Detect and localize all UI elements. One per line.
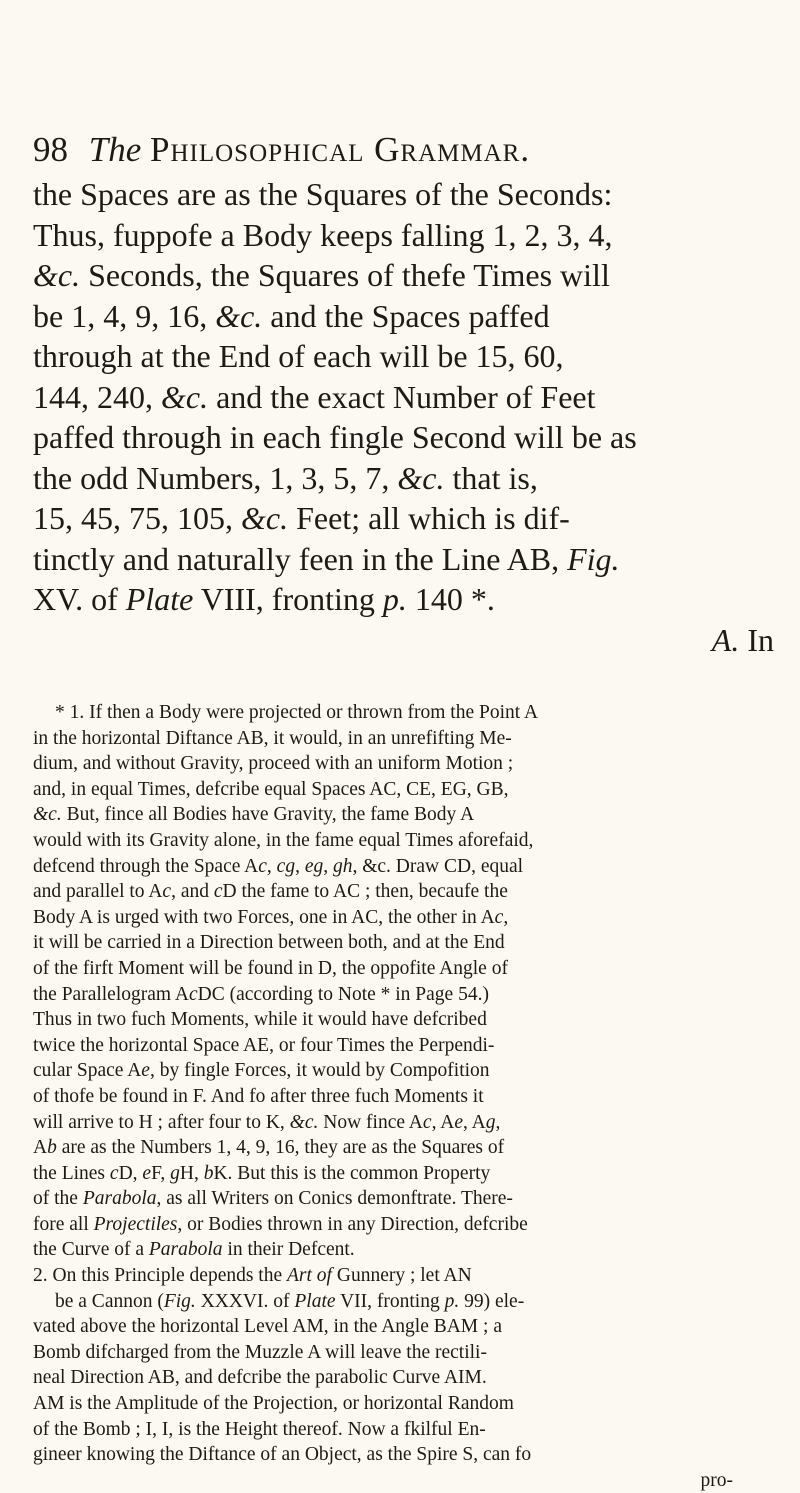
footnote-line-segment: would with its Gravity alone, in the fame equal Times aforefaid, (33, 829, 534, 851)
text-line-segment: 15, 45, 75, 105, (33, 500, 241, 536)
text-line (33, 336, 778, 377)
footnote-line-segment: 2. On this Principle depends the (33, 1265, 288, 1287)
footnote-line (33, 1135, 773, 1161)
footnote-line (33, 777, 773, 803)
footnotes (33, 700, 773, 1493)
footnote-line-segment: c (422, 1111, 432, 1133)
footnote-line (33, 1468, 773, 1493)
text-line-segment: the odd Numbers, 1, 3, 5, 7, (33, 459, 398, 496)
footnote-line-segment: cg (276, 855, 296, 877)
footnote-line (33, 751, 773, 777)
footnote-line-segment: of the Bomb ; I, I, is the Height thereof. Now a fkilful En- (33, 1418, 486, 1440)
header-title: Philosophical Grammar. (150, 130, 531, 169)
text-line-segment: be 1, 4, 9, 16, (33, 297, 216, 334)
footnote-line (33, 1161, 773, 1187)
footnote-line (33, 1237, 773, 1263)
text-line-segment: Feet; all which is dif- (288, 500, 570, 536)
footnote-line (33, 1212, 773, 1238)
text-line-segment: the Spaces are as the Squares of the Seconds: (33, 176, 613, 212)
footnote-line-segment: are as the Numbers 1, 4, 9, 16, they are as the Squares of (56, 1137, 505, 1159)
footnote-line-segment: , A (431, 1111, 455, 1133)
text-line-segment: 144, 240, (33, 378, 161, 415)
footnote-line-segment: pro- (700, 1469, 733, 1491)
footnote-line-segment: p. (444, 1290, 460, 1312)
text-line-segment: p. (382, 581, 407, 617)
text-line (33, 296, 778, 337)
footnote-line-segment: in their Defcent. (222, 1239, 355, 1261)
footnote-line-segment: eg (304, 855, 324, 877)
footnote-line (33, 1417, 773, 1443)
text-line (33, 417, 778, 458)
footnote-line (33, 828, 773, 854)
footnote-line-segment: VII, fronting (335, 1290, 445, 1312)
text-line-segment: &c. (241, 500, 289, 536)
footnote-line-segment: c (162, 881, 172, 903)
header-title-the: The (88, 130, 142, 169)
footnote-line-segment: Fig. (163, 1290, 196, 1312)
text-line-segment: 140 *. (406, 581, 495, 617)
footnote-line-segment: , by fingle Forces, it would by Compofition (149, 1060, 490, 1082)
footnote-line-segment: , &c. Draw CD, equal (352, 855, 524, 877)
footnote-line-segment: g (170, 1162, 180, 1184)
text-line (33, 255, 778, 296)
footnote-line (33, 1033, 773, 1059)
footnote-line (33, 956, 773, 982)
text-line (33, 539, 778, 580)
footnote-line-segment: be a Cannon ( (55, 1290, 164, 1312)
text-line-segment: Thus, fuppofe a Body keeps falling 1, 2, 3, 4, (33, 216, 613, 253)
text-line-segment: &c. (215, 297, 263, 334)
footnote-line-segment: will arrive to H ; after four to K, (33, 1111, 290, 1133)
text-line (33, 498, 778, 539)
text-line (33, 458, 778, 499)
footnote-line-segment: 99) ele- (459, 1290, 525, 1312)
footnote-line-segment: c (213, 881, 223, 903)
footnote-line-segment: and parallel to A (33, 881, 163, 903)
footnote-line (33, 1110, 773, 1136)
footnote-line-segment: c (258, 855, 267, 877)
footnote-line-segment: DC (according to Note * in Page 54.) (197, 983, 489, 1005)
text-line-segment: that is, (444, 459, 538, 496)
text-line-segment: XV. of (33, 581, 126, 617)
main-text (33, 174, 778, 660)
footnote-line-segment: gineer knowing the Diftance of an Object, as the Spire S, can fo (33, 1444, 532, 1466)
footnote-line-segment: in the horizontal Diftance AB, it would, in an unrefifting Me- (33, 727, 512, 749)
footnote-line-segment: neal Direction AB, and defcribe the parabolic Curve AIM. (33, 1367, 487, 1389)
footnote-line-segment: dium, and without Gravity, proceed with an uniform Motion ; (33, 753, 514, 775)
text-line-segment: In (739, 621, 774, 658)
footnote-line-segment: b (47, 1137, 57, 1159)
footnote-line (33, 1084, 773, 1110)
footnote-line-segment: of the firft Moment will be found in D, the oppofite Angle of (33, 957, 508, 979)
footnote-line-segment: of thofe be found in F. And fo after three fuch Moments it (33, 1085, 484, 1107)
footnote-line-segment: Thus in two fuch Moments, while it would have defcribed (33, 1009, 487, 1031)
footnote-line-segment: XXXVI. of (195, 1290, 295, 1312)
footnote-line-segment: g (485, 1111, 496, 1133)
footnote-line-segment: , A (462, 1111, 486, 1133)
footnote-line-segment: c (188, 983, 198, 1005)
footnote-line (33, 1186, 773, 1212)
footnote-line (33, 1365, 773, 1391)
text-line-segment: paffed through in each fingle Second will be as (33, 419, 637, 455)
footnote-line-segment: D the fame to AC ; then, becaufe the (222, 881, 508, 903)
text-line (33, 174, 778, 215)
text-line-segment: A. (711, 621, 740, 658)
footnote-line-segment: Now fince A (318, 1111, 423, 1133)
footnote-line-segment: e (141, 1060, 150, 1082)
footnote-line (33, 1442, 773, 1468)
text-line-segment: tinctly and naturally feen in the Line AB, (33, 540, 568, 577)
footnote-line-segment: c (109, 1162, 119, 1184)
footnote-line (33, 1263, 773, 1289)
footnote-line-segment: b (203, 1162, 214, 1184)
footnote-line-segment: , as all Writers on Conics demonftrate. There- (156, 1188, 513, 1210)
footnote-line-segment: vated above the horizontal Level AM, in the Angle BAM ; a (33, 1316, 502, 1338)
footnote-line-segment: , or Bodies thrown in any Direction, defcribe (177, 1213, 528, 1235)
footnote-line-segment: K. But this is the common Property (213, 1162, 491, 1184)
footnote-line-segment: , and (171, 881, 214, 903)
text-line-segment: &c. (161, 378, 209, 415)
footnote-line (33, 905, 773, 931)
footnote-line (33, 930, 773, 956)
footnote-line-segment: , (266, 855, 277, 877)
text-line-segment: Seconds, the Squares of thefe Times will (80, 257, 610, 293)
text-line (33, 579, 778, 620)
footnote-line-segment: cular Space A (33, 1060, 142, 1082)
footnote-line (33, 1391, 773, 1417)
footnote-line-segment: F, (151, 1162, 171, 1184)
footnote-line (33, 726, 773, 752)
footnote-line-segment: defcend through the Space A (33, 855, 259, 877)
footnote-line-segment: , (295, 855, 305, 877)
text-line-segment: and the Spaces paffed (262, 297, 550, 334)
text-line-segment: Fig. (567, 540, 620, 577)
footnote-line (33, 854, 773, 880)
text-line-segment: through at the End of each will be 15, 60, (33, 338, 564, 374)
footnote-line-segment: A (33, 1137, 48, 1159)
footnote-line (33, 1289, 773, 1315)
footnote-line (33, 1007, 773, 1033)
footnote-line (33, 1314, 773, 1340)
footnote-line (33, 802, 773, 828)
page-number: 98 (33, 130, 68, 169)
footnote-line-segment: , (495, 1111, 501, 1133)
footnote-line-segment: , (323, 855, 333, 877)
footnote-line-segment: Plate (294, 1290, 336, 1312)
footnote-line-segment: Body A is urged with two Forces, one in AC, the other in A (33, 906, 495, 928)
footnote-line-segment: Art of (287, 1265, 332, 1287)
footnote-line (33, 879, 773, 905)
footnote-line-segment: Bomb difcharged from the Muzzle A will leave the rectili- (33, 1341, 487, 1363)
footnote-line (33, 1340, 773, 1366)
text-line-segment: &c. (397, 459, 445, 496)
footnote-line-segment: gh (332, 855, 353, 877)
text-line-segment: &c. (33, 257, 81, 293)
footnote-line-segment: e (454, 1111, 463, 1133)
footnote-line-segment: the Lines (33, 1162, 110, 1184)
footnote-line-segment: Gunnery ; let AN (331, 1265, 472, 1287)
footnote-line-segment: But, fince all Bodies have Gravity, the fame Body A (61, 804, 475, 826)
footnote-line-segment: D, (118, 1162, 143, 1184)
text-line-segment: and the exact Number of Feet (208, 378, 596, 415)
footnote-line-segment: &c. (289, 1111, 319, 1133)
footnote-line-segment: Projectiles (93, 1213, 178, 1235)
footnote-line (33, 700, 773, 726)
text-line (33, 377, 778, 418)
footnote-line-segment: , (503, 906, 509, 928)
footnote-line-segment: it will be carried in a Direction between both, and at the End (33, 932, 505, 954)
footnote-line-segment: the Curve of a (33, 1239, 149, 1261)
footnote-line-segment: fore all (33, 1213, 94, 1235)
footnote-line-segment: and, in equal Times, defcribe equal Spaces AC, CE, EG, GB, (33, 778, 509, 800)
footnote-line-segment: &c. (33, 804, 62, 826)
footnote-line-segment: Parabola (82, 1188, 157, 1210)
footnote-line-segment: the Parallelogram A (33, 983, 189, 1005)
text-line-segment: VIII, fronting (193, 581, 383, 617)
footnote-line (33, 1058, 773, 1084)
footnote-line-segment: twice the horizontal Space AE, or four Times the Perpendi- (33, 1034, 495, 1056)
footnote-line (33, 982, 773, 1008)
footnote-line-segment: of the (33, 1188, 83, 1210)
footnote-line-segment: Parabola (148, 1239, 223, 1261)
running-header (33, 126, 773, 174)
footnote-line-segment: AM is the Amplitude of the Projection, or horizontal Random (33, 1393, 514, 1415)
footnote-line-segment: H, (179, 1162, 204, 1184)
footnote-line-segment: c (494, 906, 504, 928)
text-line (33, 620, 778, 661)
footnote-line-segment: e (142, 1162, 152, 1184)
footnote-line-segment: * 1. If then a Body were projected or thrown from the Point A (55, 702, 539, 723)
text-line-segment: Plate (125, 581, 194, 617)
text-line (33, 215, 778, 256)
